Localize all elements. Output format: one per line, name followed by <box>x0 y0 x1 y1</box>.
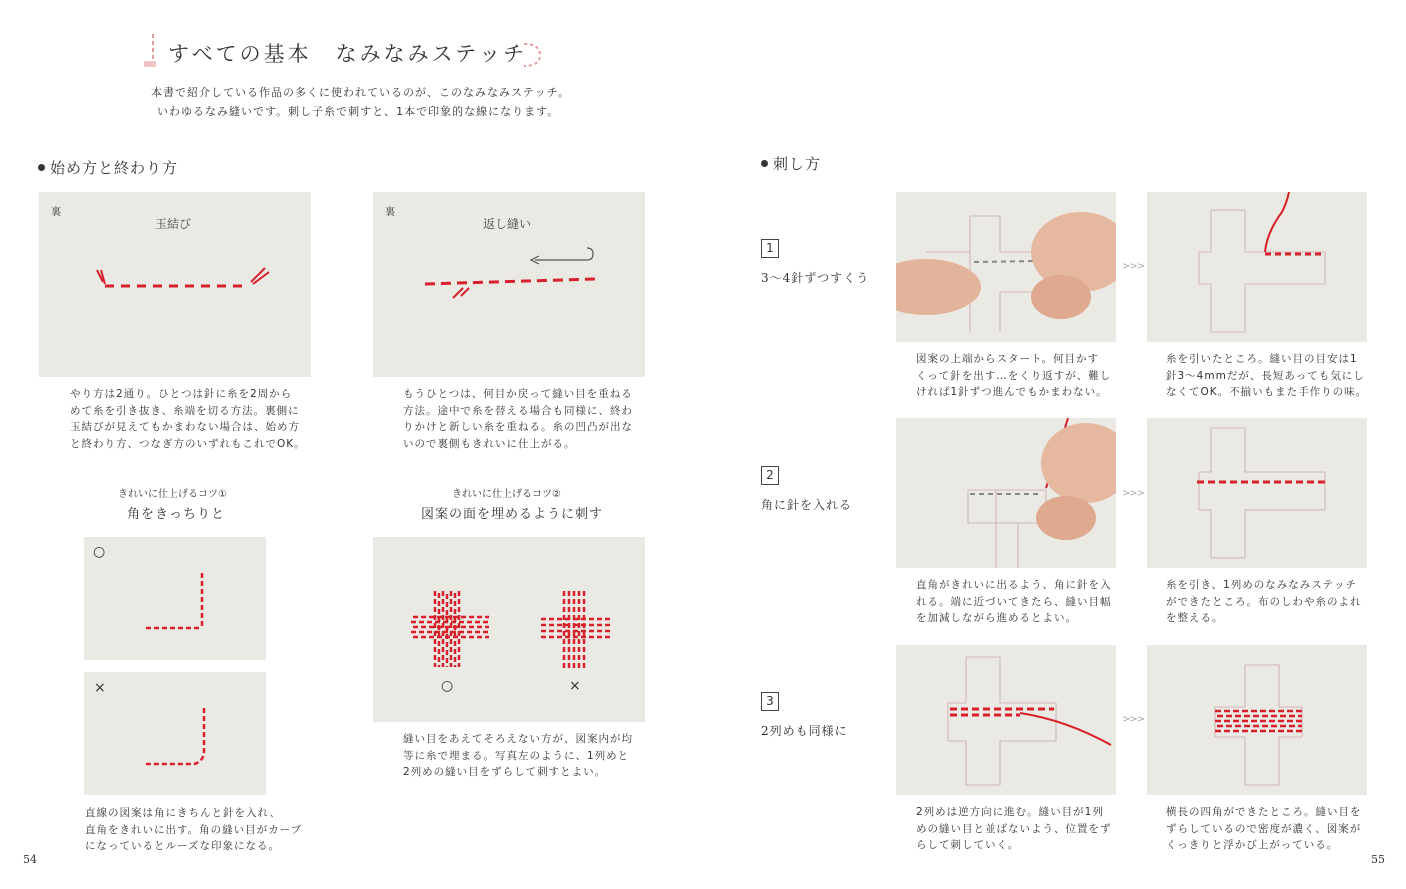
bad-mark-icon: × <box>94 680 106 696</box>
arrow-step3: >>> <box>1122 714 1145 725</box>
arrow-step1: >>> <box>1122 261 1145 272</box>
title-end-decoration <box>520 40 544 70</box>
caption-knot: やり方は2通り。ひとつは針に糸を2周から めて糸を引き抜き、糸端を切る方法。裏側に 玉結びが見えてもかまわない場合は、始め方 と終わり方、つなぎ方のいずれもこれでOK。 <box>70 388 306 450</box>
photo-backstitch <box>373 192 645 377</box>
step-number-3: 3 <box>761 692 779 711</box>
caption-step2-a: 直角がきれいに出るよう、角に針を入 れる。端に近づいてきたら、縫い目幅 を加減しながら進めるとよい。 <box>916 579 1112 624</box>
caption-backstitch: もうひとつは、何目か戻って縫い目を重ねる 方法。途中で糸を替える場合も同様に、終わ りかけと新しい糸を重ねる。糸の凹凸が出な いので裏側もきれいに仕上がる。 <box>403 388 633 450</box>
caption-fill: 縫い目をあえてそろえない方が、図案内が均 等に糸で埋まる。写真左のように、1列めと 2列めの縫い目をずらして刺すとよい。 <box>403 733 633 778</box>
photo-fill-comparison <box>373 537 645 722</box>
page-number-right: 55 <box>1371 853 1385 866</box>
intro-line-2: いわゆるなみ縫いです。刺し子糸で刺すと、1本で印象的な線になります。 <box>157 105 560 118</box>
good-mark-icon: ○ <box>441 678 454 694</box>
caption-step1-a: 図案の上端からスタート。何目かす くって針を出す…をくり返すが、難し ければ1針ずつ進んでもかまわない。 <box>916 353 1112 398</box>
caption-step3-b: 横長の四角ができたところ。縫い目を ずらしているので密度が濃く、図案が くっきりと浮かび上がっている。 <box>1166 806 1362 851</box>
step-label-2: 角に針を入れる <box>761 498 853 512</box>
caption-step3-a: 2列めは逆方向に進む。縫い目が1列 めの縫い目と並ばないよう、位置をず らして刺していく。 <box>916 806 1112 851</box>
page-number-left: 54 <box>23 853 37 866</box>
photo-step2-b <box>1147 418 1367 568</box>
tip2-subtitle: きれいに仕上げるコツ② <box>452 489 561 500</box>
photo-step3-b <box>1147 645 1367 795</box>
photo-tag-back: 裏 <box>51 207 61 218</box>
tip2-title: 図案の面を埋めるように刺す <box>421 507 604 522</box>
photo-corner-good <box>84 537 266 660</box>
photo-step2-a <box>896 418 1116 568</box>
caption-step1-b: 糸を引いたところ。縫い目の目安は1 針3～4mmだが、長短あっても気にし なくてOK。不揃いもまた手作りの味。 <box>1166 353 1368 398</box>
section-title-start-end: 始め方と終わり方 <box>38 157 178 178</box>
intro-line-1: 本書で紹介している作品の多くに使われているのが、このなみなみステッチ。 <box>151 86 571 99</box>
step-label-3: 2列めも同様に <box>761 724 848 738</box>
page-title: すべての基本 なみなみステッチ <box>168 42 528 66</box>
photo-tag-back: 裏 <box>385 207 395 218</box>
photo-knot <box>39 192 311 377</box>
tip1-subtitle: きれいに仕上げるコツ① <box>118 489 227 500</box>
caption-step2-b: 糸を引き、1列めのなみなみステッチ ができたところ。布のしわや糸のよれ を整える。 <box>1166 579 1362 624</box>
photo-label-knot: 玉結び <box>155 217 192 231</box>
step-number-2: 2 <box>761 466 779 485</box>
arrow-step2: >>> <box>1122 488 1145 499</box>
bullet-icon <box>761 160 768 167</box>
photo-step1-b <box>1147 192 1367 342</box>
caption-corner: 直線の図案は角にきちんと針を入れ、 直角をきれいに出す。角の縫い目がカーブ になっているとルーズな印象になる。 <box>85 807 303 852</box>
bad-mark-icon: × <box>569 678 581 694</box>
photo-corner-bad <box>84 672 266 795</box>
good-mark-icon: ○ <box>93 544 106 560</box>
section-title-how-to: 刺し方 <box>761 153 821 174</box>
photo-step1-a <box>896 192 1116 342</box>
title-decoration-dots <box>143 34 157 68</box>
bullet-icon <box>38 164 45 171</box>
step-label-1: 3～4針ずつすくう <box>761 271 870 285</box>
photo-step3-a <box>896 645 1116 795</box>
step-number-1: 1 <box>761 239 779 258</box>
tip1-title: 角をきっちりと <box>127 507 226 522</box>
photo-label-backstitch: 返し縫い <box>483 217 532 231</box>
